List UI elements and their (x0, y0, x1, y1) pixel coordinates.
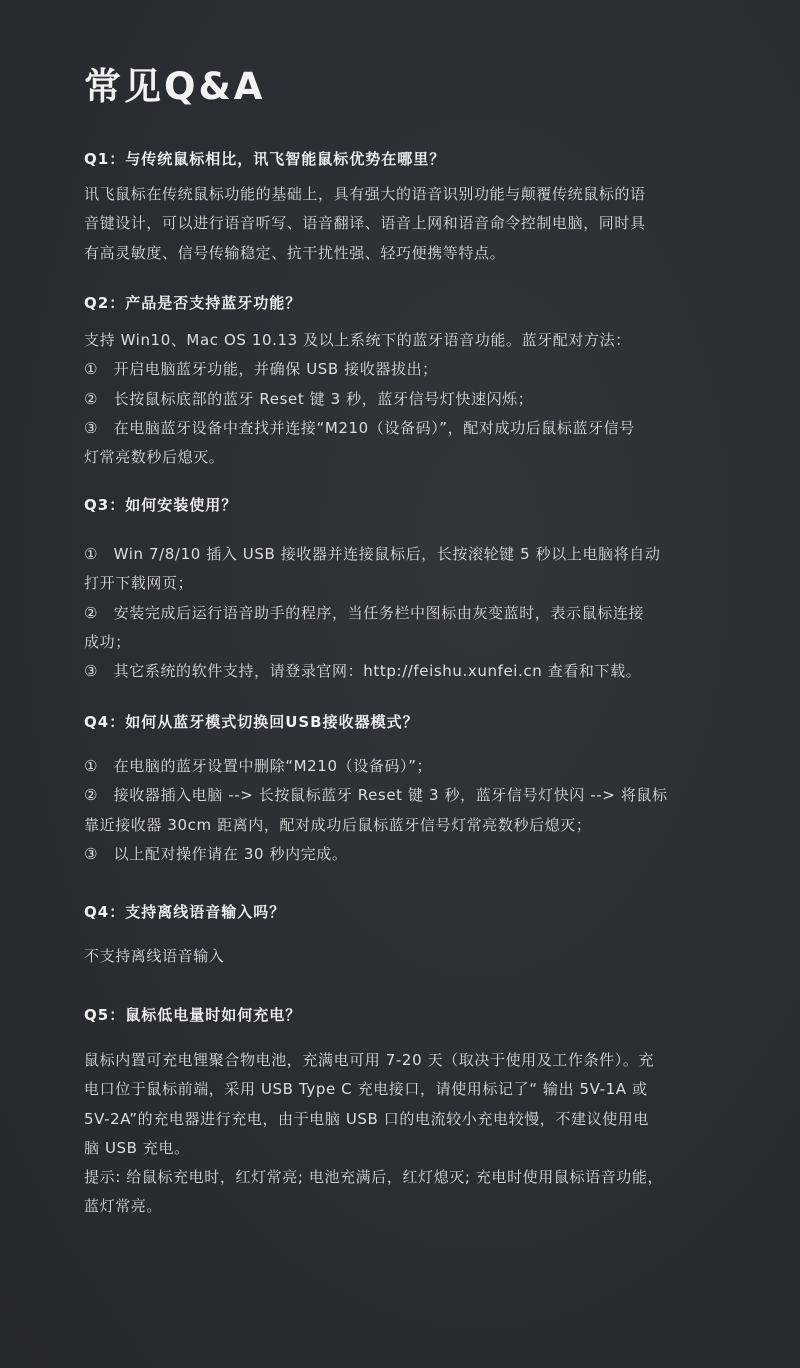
answer-line: 靠近接收器 30cm 距离内，配对成功后鼠标蓝牙信号灯常亮数秒后熄灭； (84, 815, 592, 834)
answer-line: ① 在电脑的蓝牙设置中删除“M210（设备码）”； (84, 757, 433, 775)
answer-4 (84, 752, 724, 869)
answer-line: 灯常亮数秒后熄灭。 (84, 448, 225, 467)
answer-line: 不支持离线语音输入 (84, 947, 225, 965)
answer-2 (84, 326, 724, 472)
answer-line: 电口位于鼠标前端，采用 USB Type C 充电接口，请使用标记了“ 输出 5V-1A 或 (84, 1080, 648, 1099)
answer-line: 讯飞鼠标在传统鼠标功能的基础上，具有强大的语音识别功能与颠覆传统鼠标的语 (84, 185, 646, 203)
answer-line: ② 长按鼠标底部的蓝牙 Reset 键 3 秒，蓝牙信号灯快速闪烁； (84, 389, 534, 408)
answer-6 (84, 1046, 724, 1222)
answer-line: ① 开启电脑蓝牙功能，并确保 USB 接收器拔出； (84, 360, 438, 379)
answer-line: ② 安装完成后运行语音助手的程序，当任务栏中图标由灰变蓝时，表示鼠标连接 (84, 603, 645, 622)
question-4: Q4：如何从蓝牙模式切换回USB接收器模式？ (84, 713, 419, 731)
answer-1 (84, 180, 724, 268)
answer-line: 支持 Win10、Mac OS 10.13 及以上系统下的蓝牙语音功能。蓝牙配对方法： (84, 331, 631, 349)
answer-line: ② 接收器插入电脑 --> 长按鼠标蓝牙 Reset 键 3 秒，蓝牙信号灯快闪 --> 将鼠标 (84, 786, 668, 805)
question-1: Q1：与传统鼠标相比，讯飞智能鼠标优势在哪里？ (84, 150, 446, 168)
answer-5 (84, 942, 724, 971)
question-2: Q2：产品是否支持蓝牙功能？ (84, 294, 302, 312)
question-3: Q3：如何安装使用？ (84, 496, 238, 514)
question-5: Q4：支持离线语音输入吗？ (84, 903, 286, 921)
answer-line: 5V-2A”的充电器进行充电，由于电脑 USB 口的电流较小充电较慢，不建议使用电 (84, 1109, 649, 1128)
answer-line: ③ 以上配对操作请在 30 秒内完成。 (84, 844, 348, 863)
answer-line: 鼠标内置可充电锂聚合物电池，充满电可用 7-20 天（取决于使用及工作条件）。充 (84, 1051, 655, 1069)
answer-line: 提示: 给鼠标充电时，红灯常亮; 电池充满后，红灯熄灭; 充电时使用鼠标语音功能， (84, 1168, 664, 1187)
answer-line: ③ 其它系统的软件支持，请登录官网：http://feishu.xunfei.cn 查看和下载。 (84, 662, 642, 681)
answer-line: 有高灵敏度、信号传输稳定、抗干扰性强、轻巧便携等特点。 (84, 243, 506, 262)
answer-line: 蓝灯常亮。 (84, 1197, 163, 1216)
answer-line: ③ 在电脑蓝牙设备中查找并连接“M210（设备码）”，配对成功后鼠标蓝牙信号 (84, 418, 635, 437)
answer-line: 成功； (84, 632, 131, 651)
answer-line: 打开下载网页； (84, 574, 194, 593)
answer-line: 音键设计，可以进行语音听写、语音翻译、语音上网和语音命令控制电脑，同时具 (84, 214, 646, 233)
answer-line: 脑 USB 充电。 (84, 1138, 190, 1157)
page-title: 常见Q&A (84, 65, 266, 108)
question-6: Q5：鼠标低电量时如何充电？ (84, 1006, 302, 1024)
answer-line: ① Win 7/8/10 插入 USB 接收器并连接鼠标后，长按滚轮键 5 秒以上电脑将自动 (84, 545, 661, 563)
answer-3 (84, 540, 724, 686)
